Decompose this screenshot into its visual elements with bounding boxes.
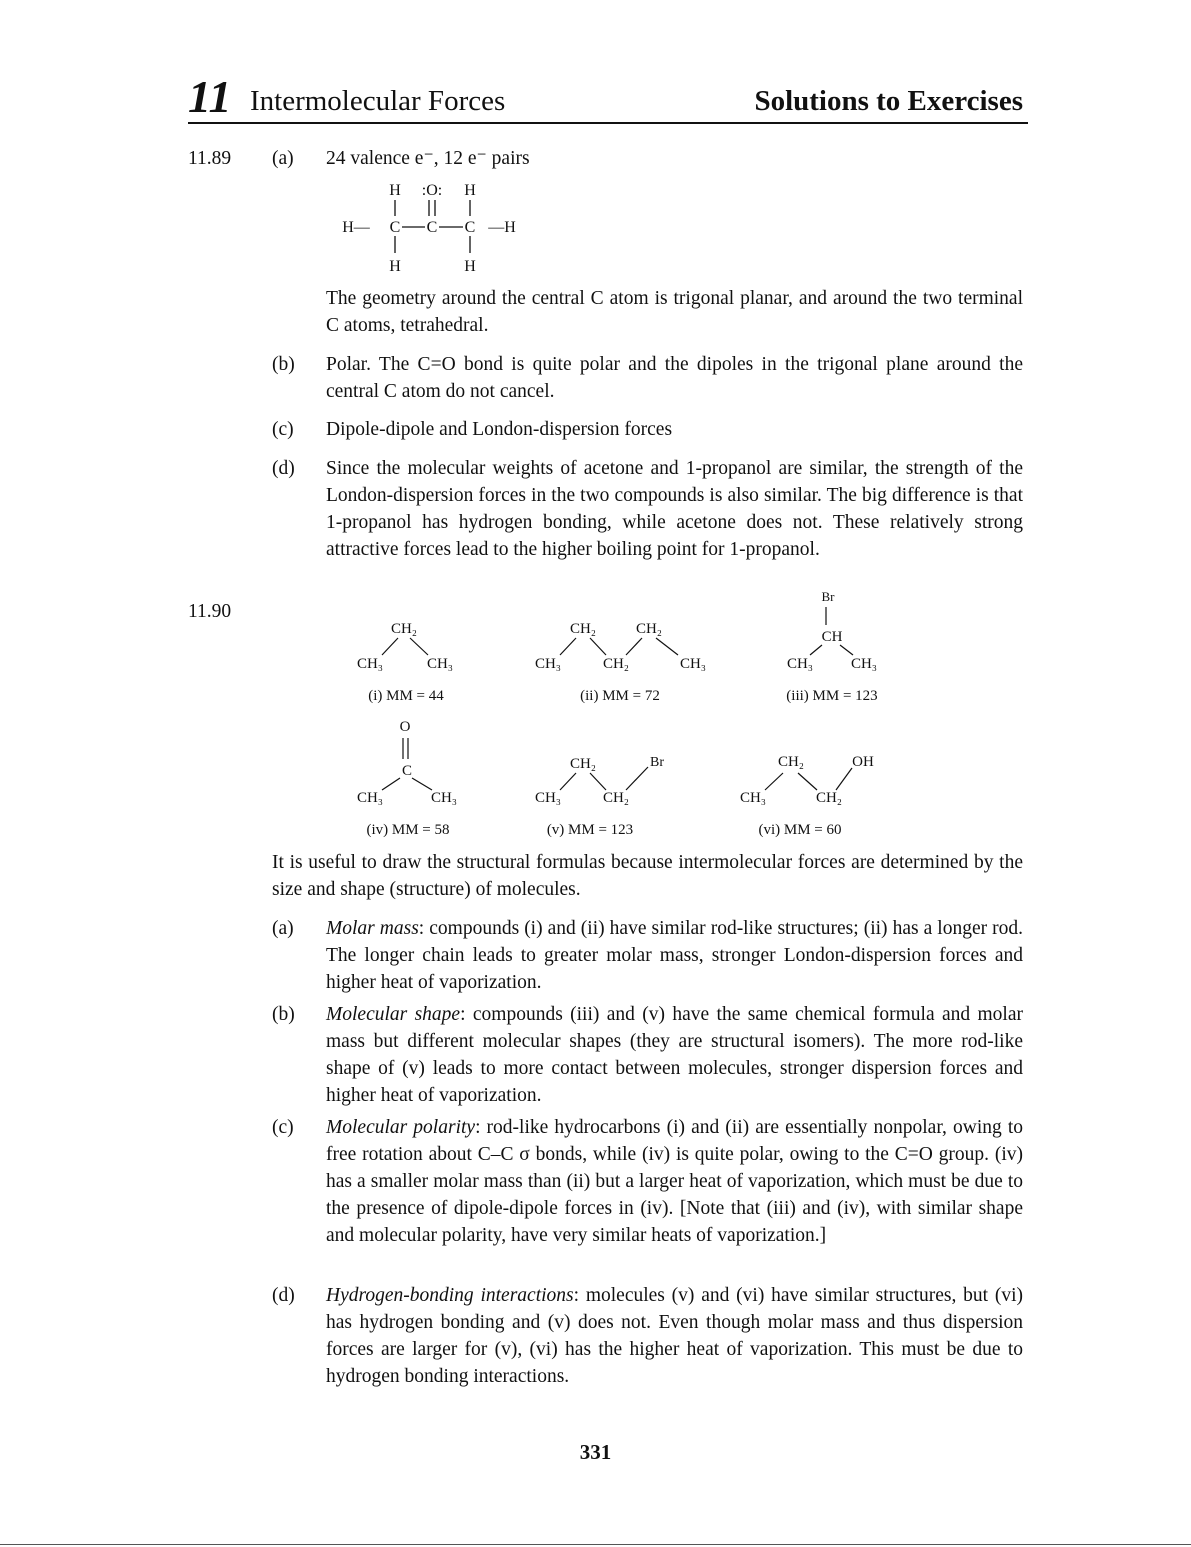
struct-iv-c: C xyxy=(401,763,413,779)
struct-vi-mm: (vi) MM = 60 xyxy=(758,822,842,838)
ex90-part-d-body: : molecules (v) and (vi) have similar structures, but (vi) has hydrogen bonding and (v) does not. Even though molar mass and thus dispersion forces are larger for (v), (vi) has the higher heat of vaporization. This must be due to hydrogen bonding interactions. xyxy=(326,1285,1024,1387)
part-a-geometry: The geometry around the central C atom is trigonal planar, and around the two terminal C atoms, tetrahedral. xyxy=(326,288,1023,336)
struct-ii-mm: (ii) MM = 72 xyxy=(580,688,660,704)
ex90-part-b-body: : compounds (iii) and (v) have the same chemical formula and molar mass but different molecular shapes (they are structural isomers). The more rod-like shape of (v) leads to more contact between molecules, stronger dispersion forces and higher heat of vaporization. xyxy=(326,1004,1023,1106)
part-a-text: 24 valence e⁻, 12 e⁻ pairs xyxy=(326,148,530,169)
struct-v-ch2: CH₂ xyxy=(569,756,597,772)
chapter-number: 11 xyxy=(188,71,232,122)
exercise-11-90-intro: It is useful to draw the structural formulas because intermolecular forces are determined by the size and shape (structure) of molecules. xyxy=(272,852,1023,900)
struct-v-ch3: CH₃ xyxy=(534,790,562,806)
struct-iv-mm: (iv) MM = 58 xyxy=(366,822,450,838)
structures-figure xyxy=(340,585,900,845)
struct-vi-ch3: CH₃ xyxy=(739,790,767,806)
part-a-label: (a) xyxy=(272,148,294,169)
ex90-part-d-term: Hydrogen-bonding interactions xyxy=(326,1285,574,1306)
struct-vi-ch2-mid: CH₂ xyxy=(815,790,843,806)
ex90-part-c-body: : rod-like hydrocarbons (i) and (ii) are essentially nonpolar, owing to free rotation about C–C σ bonds, while (iv) is quite polar, owing to the C=O group. (iv) has a smaller molar mass than (ii) but a larger heat of vaporization, which must be due to the presence of dipole-dipole forces in (iv). [Note that (iii) and (iv), with similar shape and molecular polarity, have very similar heats of vaporization.] xyxy=(326,1117,1023,1246)
ex90-part-c-label: (c) xyxy=(272,1117,294,1138)
ex90-part-d-label: (d) xyxy=(272,1285,295,1306)
struct-iii-mm: (iii) MM = 123 xyxy=(786,688,878,704)
part-c-label: (c) xyxy=(272,419,294,440)
struct-iii-br: Br xyxy=(821,589,835,604)
struct-v-ch2-mid: CH₂ xyxy=(602,790,630,806)
struct-ii-ch2-mid: CH₂ xyxy=(602,656,630,672)
struct-v-br: Br xyxy=(650,755,664,770)
struct-ii-ch3-right: CH₃ xyxy=(679,656,707,672)
part-d-text: Since the molecular weights of acetone and 1-propanol are similar, the strength of the London-dispersion forces in the two compounds is also similar. The big difference is that 1-propanol has hydrogen bonding, while acetone does not. These relatively strong attractive forces lead to the higher boiling point for 1-propanol. xyxy=(326,458,1023,560)
part-d-label: (d) xyxy=(272,458,295,479)
ex90-part-b-text xyxy=(326,1001,1023,1109)
struct-iii-ch3-right: CH₃ xyxy=(850,656,878,672)
lewis-c2: C xyxy=(426,219,438,236)
lewis-h-top-left: H xyxy=(389,182,401,199)
struct-v-mm: (v) MM = 123 xyxy=(546,822,634,838)
struct-iv-ch3-left: CH₃ xyxy=(356,790,384,806)
ex90-part-b-label: (b) xyxy=(272,1004,295,1025)
chapter-title: Intermolecular Forces xyxy=(250,85,506,117)
part-b-label: (b) xyxy=(272,354,295,375)
struct-iii-ch3-left: CH₃ xyxy=(786,656,814,672)
header-rule xyxy=(188,122,1028,124)
ex90-part-d-text xyxy=(326,1282,1023,1390)
bottom-rule xyxy=(0,1544,1191,1545)
part-c-text: Dipole-dipole and London-dispersion forces xyxy=(326,419,673,440)
lewis-h-bottom-right: H xyxy=(464,258,476,275)
lewis-c3: C xyxy=(464,219,476,236)
ex90-part-a-term: Molar mass xyxy=(326,918,419,939)
lewis-h-bottom-left: H xyxy=(389,258,401,275)
struct-ii-ch2-a: CH₂ xyxy=(569,621,597,637)
struct-iv-ch3-right: CH₃ xyxy=(430,790,458,806)
ex90-part-a-text xyxy=(326,915,1023,996)
struct-ii-ch2-b: CH₂ xyxy=(635,621,663,637)
lewis-c1: C xyxy=(389,219,401,236)
struct-vi-oh: OH xyxy=(852,754,874,770)
ex90-part-c-text xyxy=(326,1114,1023,1249)
struct-i-ch2: CH₂ xyxy=(390,621,418,637)
part-b-text: Polar. The C=O bond is quite polar and the dipoles in the trigonal plane around the central C atom do not cancel. xyxy=(326,354,1023,402)
ex90-part-a-label: (a) xyxy=(272,918,294,939)
acetone-lewis-structure xyxy=(340,176,540,281)
lewis-h-right: —H xyxy=(488,219,516,236)
lewis-oxygen: :O: xyxy=(421,182,443,199)
struct-iii-ch: CH xyxy=(821,629,843,645)
ex90-part-a-body: : compounds (i) and (ii) have similar rod-like structures; (ii) has a longer rod. The longer chain leads to greater molar mass, stronger London-dispersion forces and higher heat of vaporization. xyxy=(326,918,1023,993)
struct-vi-ch2: CH₂ xyxy=(777,754,805,770)
ex90-part-b-term: Molecular shape xyxy=(326,1004,461,1025)
lewis-h-top-right: H xyxy=(464,182,476,199)
ex90-part-c-term: Molecular polarity xyxy=(326,1117,476,1138)
exercise-number-11-90: 11.90 xyxy=(188,601,232,622)
struct-i-mm: (i) MM = 44 xyxy=(368,688,444,704)
struct-i-ch3-right: CH₃ xyxy=(426,656,454,672)
section-title: Solutions to Exercises xyxy=(754,85,1023,117)
page-number: 331 xyxy=(579,1440,612,1464)
struct-i-ch3-left: CH₃ xyxy=(356,656,384,672)
struct-iv-o: O xyxy=(399,719,411,735)
lewis-h-left: H— xyxy=(342,219,370,236)
struct-ii-ch3-left: CH₃ xyxy=(534,656,562,672)
exercise-number-11-89: 11.89 xyxy=(188,148,232,169)
